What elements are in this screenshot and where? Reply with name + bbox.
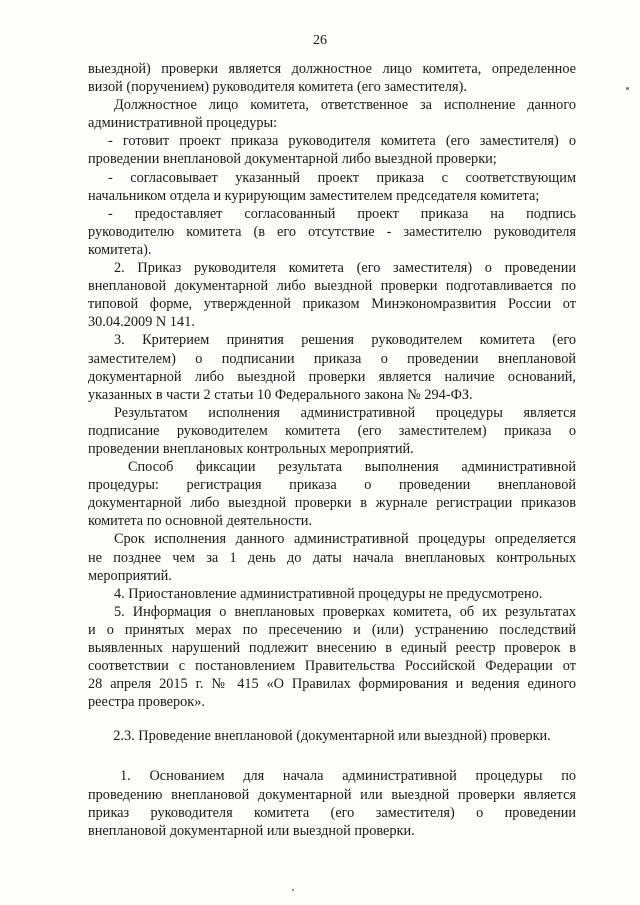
paragraph	[88, 404, 576, 458]
text-line: проведении внеплановой документарной либо выездной проверки;	[88, 151, 497, 168]
spacer	[88, 745, 576, 761]
text-line: типовой форме, утвержденной приказом Минэкономразвития России от	[88, 296, 576, 313]
paragraph	[88, 205, 576, 259]
text-line: Результатом исполнения административной процедуры является	[114, 404, 576, 421]
paragraph	[88, 132, 576, 168]
paragraph	[88, 530, 576, 584]
text-line: соответствии с постановлением Правительства Российской Федерации от	[88, 658, 576, 675]
text-line: документарной либо выездной проверки в журнале регистрации приказов	[88, 495, 576, 512]
spacer	[88, 711, 576, 727]
text-line: 5. Информация о внеплановых проверках комитета, об их результатах	[114, 603, 576, 620]
paragraph	[88, 331, 576, 403]
text-line: процедуры: регистрация приказа о проведении внеплановой	[88, 477, 576, 494]
text-line: 30.04.2009 N 141.	[88, 314, 195, 331]
scan-speck	[626, 87, 629, 90]
text-line: комитета).	[88, 241, 152, 258]
text-line: выявленных нарушений подлежит внесению в единый реестр проверок в	[88, 640, 576, 656]
paragraph	[88, 585, 576, 603]
text-line: заместителем) о подписании приказа о проведении внеплановой	[88, 350, 576, 367]
text-line: Должностное лицо комитета, ответственное за исполнение данного	[114, 97, 576, 114]
text-line: выездной) проверки является должностное лицо комитета, определенное	[88, 61, 576, 77]
text-line: реестра проверок».	[88, 694, 205, 711]
page-number: 26	[313, 33, 327, 48]
text-line: 3. Критерием принятия решения руководителем комитета (его	[114, 332, 576, 349]
text-line: Срок исполнения данного административной процедуры определяется	[114, 531, 576, 548]
paragraph	[88, 60, 576, 96]
text-line: мероприятий.	[88, 567, 172, 584]
text-line: проведению внеплановой документарной или выездной проверки является	[88, 786, 576, 803]
text-line: - предоставляет согласованный проект приказа на подпись	[108, 205, 576, 222]
text-line: проведении внеплановых контрольных мероприятий.	[88, 440, 414, 457]
text-line: начальником отдела и курирующим заместителем председателя комитета;	[88, 187, 540, 204]
text-line: внеплановой документарной либо выездной проверки подготавливается по	[88, 278, 576, 295]
section-heading: 2.3. Проведение внеплановой (документарной или выездной) проверки.	[113, 728, 551, 745]
text-line: 28 апреля 2015 г. № 415 «О Правилах формирования и ведения единого	[88, 676, 576, 693]
text-line: внеплановой документарной или выездной проверки.	[88, 822, 415, 839]
text-line: подписание руководителем комитета (его заместителем) приказа о	[88, 422, 576, 439]
text-line: руководителю комитета (в его отсутствие - заместителю руководителя	[88, 223, 576, 240]
document-body	[88, 60, 576, 840]
text-line: указанных в части 2 статьи 10 Федерального закона № 294-ФЗ.	[88, 386, 473, 403]
paragraph	[88, 96, 576, 132]
text-line: не позднее чем за 1 день до даты начала внеплановых контрольных	[88, 549, 576, 566]
scan-speck	[292, 889, 294, 891]
text-line: 4. Приостановление административной процедуры не предусмотрено.	[114, 585, 543, 602]
text-line: 1. Основанием для начала административной процедуры по	[120, 768, 576, 785]
paragraph	[88, 259, 576, 331]
text-line: документарной либо выездной проверки является наличие оснований,	[88, 368, 576, 385]
text-line: - согласовывает указанный проект приказа с соответствующим	[108, 169, 576, 186]
text-line: 2. Приказ руководителя комитета (его заместителя) о проведении	[114, 260, 576, 277]
text-line: приказ руководителя комитета (его заместителя) о проведении	[88, 804, 576, 821]
paragraph	[88, 767, 576, 839]
text-line: Способ фиксации результата выполнения административной	[128, 459, 576, 476]
text-line: - готовит проект приказа руководителя комитета (его заместителя) о	[108, 133, 576, 150]
text-line: административной процедуры:	[88, 115, 278, 132]
text-line: визой (поручением) руководителя комитета (его заместителя).	[88, 79, 467, 96]
paragraph	[88, 458, 576, 530]
paragraph	[88, 169, 576, 205]
text-line: и о принятых мерах по пресечению и (или) устранению последствий	[88, 621, 576, 638]
paragraph	[88, 603, 576, 712]
text-line: комитета по основной деятельности.	[88, 513, 312, 530]
